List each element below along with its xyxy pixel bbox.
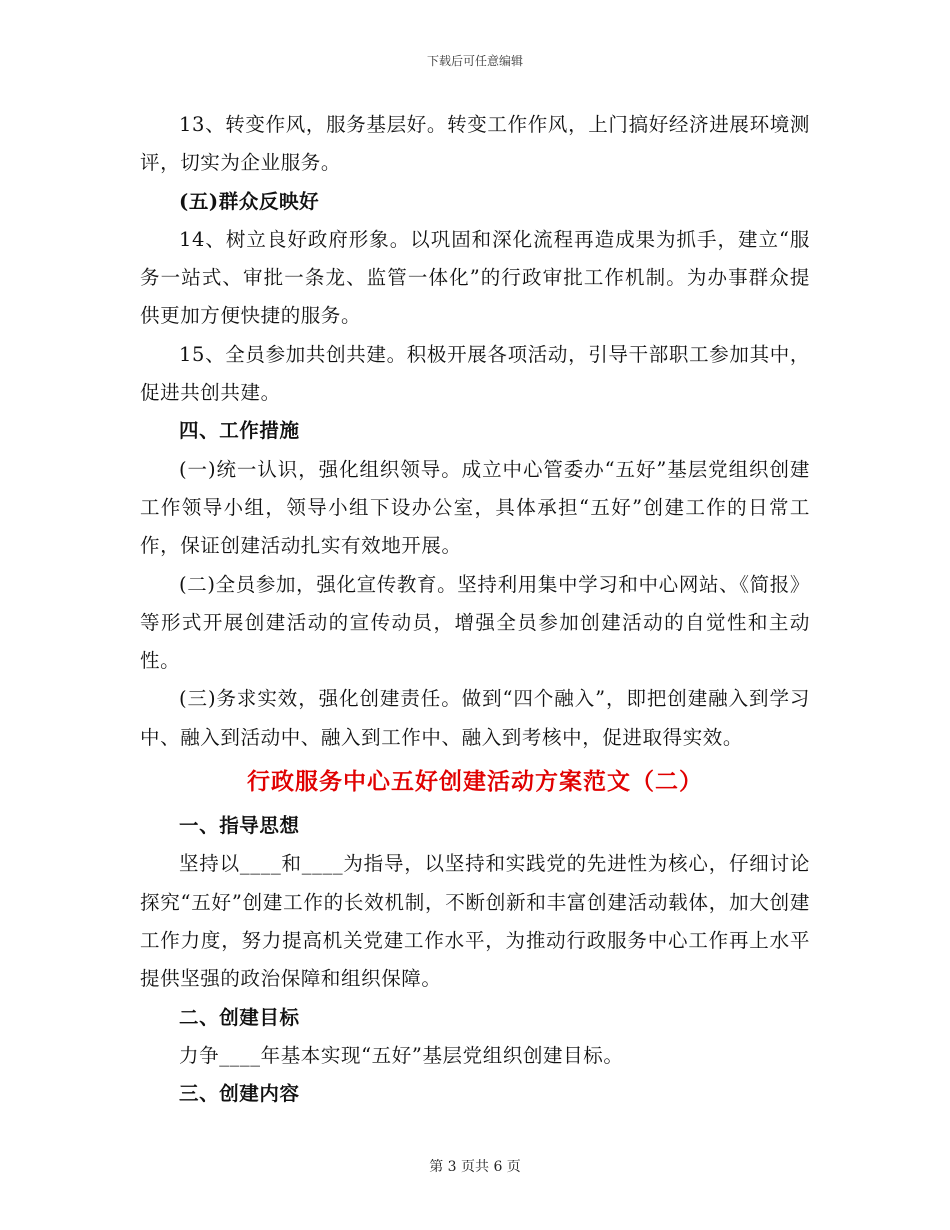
heading-five: (五)群众反映好 [179,189,320,213]
heading-goals: 二、创建目标 [179,1005,300,1029]
paragraph-13: 13、转变作风，服务基层好。转变工作作风，上门搞好经济进展环境测评，切实为企业服务。 [140,113,810,175]
document-body [140,106,810,1113]
paragraph-measure-3: (三)务求实效，强化创建责任。做到“四个融入”，即把创建融入到学习中、融入到活动中、融入到工作中、融入到考核中，促进取得实效。 [140,687,810,749]
page-header: 下载后可任意编辑 [426,54,523,68]
paragraph-measure-2: (二)全员参加，强化宣传教育。坚持利用集中学习和中心网站、《简报》等形式开展创建活动的宣传动员，增强全员参加创建活动的自觉性和主动性。 [140,572,810,673]
heading-content: 三、创建内容 [179,1082,300,1106]
paragraph-14: 14、树立良好政府形象。以巩固和深化流程再造成果为抓手，建立“服务一站式、审批一条龙、监管一体化”的行政审批工作机制。为办事群众提供更加方便快捷的服务。 [140,227,810,328]
section-title: 行政服务中心五好创建活动方案范文（二） [247,768,703,796]
paragraph-measure-1: (一)统一认识，强化组织领导。成立中心管委办“五好”基层党组织创建工作领导小组，领导小组下设办公室，具体承担“五好”创建工作的日常工作，保证创建活动扎实有效地开展。 [140,457,810,558]
paragraph-guiding-thought: 坚持以____和____为指导，以坚持和实践党的先进性为核心，仔细讨论探究“五好”创建工作的长效机制，不断创新和丰富创建活动载体，加大创建工作力度，努力提高机关党建工作水平，为推动行政服务中心工作再上水平提供坚强的政治保障和组织保障。 [140,852,810,991]
paragraph-goals: 力争____年基本实现“五好”基层党组织创建目标。 [179,1043,624,1067]
page-footer: 第 3 页共 6 页 [429,1159,521,1175]
paragraph-15: 15、全员参加共创共建。积极开展各项活动，引导干部职工参加其中，促进共创共建。 [140,342,810,405]
heading-measures: 四、工作措施 [179,419,300,443]
heading-guiding-thought: 一、指导思想 [179,814,300,838]
